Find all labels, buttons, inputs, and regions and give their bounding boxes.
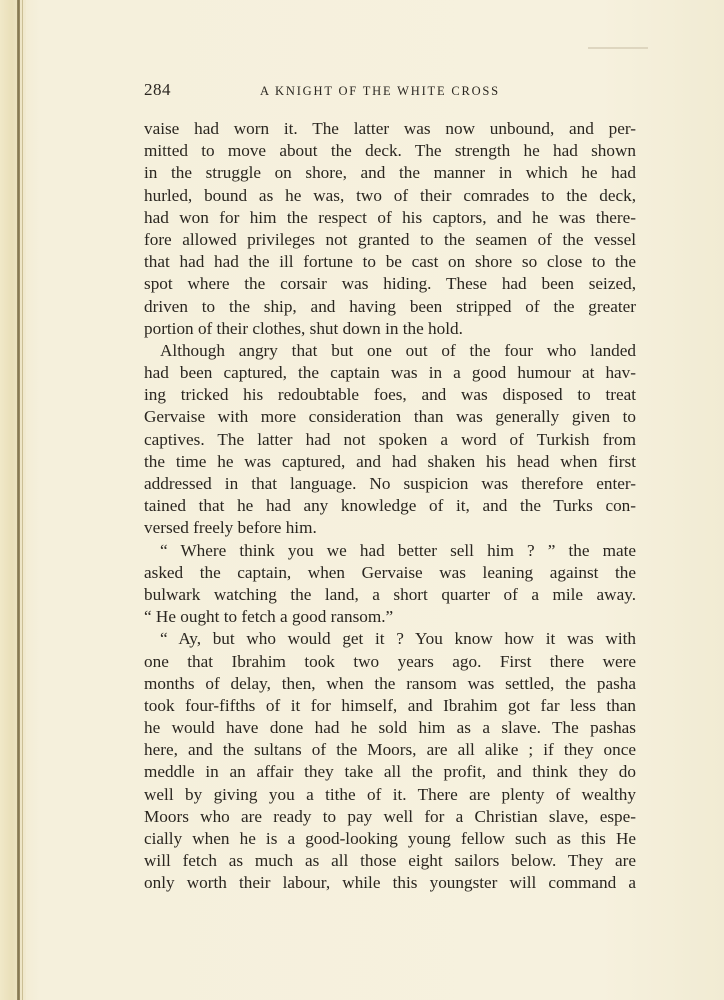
text-line: vaise had worn it. The latter was now unbound, and per- xyxy=(144,119,636,138)
text-line: months of delay, then, when the ransom was settled, the pasha xyxy=(144,673,636,693)
text-line: mitted to move about the deck. The strength he had shown xyxy=(144,141,636,161)
text-line: Moors who are ready to pay well for a Christian slave, espe- xyxy=(144,806,636,826)
text-line: fore allowed privileges not granted to the seamen of the vessel xyxy=(144,229,636,249)
text-line: meddle in an affair they take all the profit, and think they do xyxy=(144,762,636,782)
text-line: that had had the ill fortune to be cast on shore so close to the xyxy=(144,252,636,272)
text-line: ing tricked his redoubtable foes, and was disposed to treat xyxy=(144,385,636,405)
page-header xyxy=(144,80,574,102)
text-line: the time he was captured, and had shaken his head when first xyxy=(144,451,636,471)
text-line: “ Ay, but who would get it ? You know how it was with xyxy=(160,629,636,649)
text-line: one that Ibrahim took two years ago. First there were xyxy=(144,651,636,671)
text-line: had won for him the respect of his captors, and he was there- xyxy=(144,207,636,227)
text-line: addressed in that language. No suspicion was therefore enter- xyxy=(144,474,636,493)
text-line: had been captured, the captain was in a good humour at hav- xyxy=(144,363,636,383)
spine-edge-line-inner xyxy=(22,0,23,1000)
text-line: Gervaise with more consideration than was generally given to xyxy=(144,407,636,427)
page-number: 284 xyxy=(144,80,171,99)
text-line: tained that he had any knowledge of it, and the Turks con- xyxy=(144,496,636,516)
text-line: he would have done had he sold him as a slave. The pashas xyxy=(144,718,636,738)
text-line: in the struggle on shore, and the manner in which he had xyxy=(144,163,636,183)
text-line: asked the captain, when Gervaise was leaning against the xyxy=(144,562,636,582)
running-title: A KNIGHT OF THE WHITE CROSS xyxy=(260,84,500,98)
text-line: spot where the corsair was hiding. These had been seized, xyxy=(144,274,636,294)
text-line: driven to the ship, and having been stripped of the greater xyxy=(144,296,636,316)
text-line: Although angry that but one out of the four who landed xyxy=(160,340,636,360)
text-line: captives. The latter had not spoken a word of Turkish from xyxy=(144,429,636,449)
text-line: cially when he is a good-looking young fellow such as this He xyxy=(144,829,636,848)
text-line: “ He ought to fetch a good ransom.” xyxy=(144,607,394,627)
text-line: hurled, bound as he was, two of their comrades to the deck, xyxy=(144,185,636,205)
text-line: only worth their labour, while this youngster will command a xyxy=(144,873,636,893)
spine-edge-line xyxy=(17,0,20,1000)
text-line: “ Where think you we had better sell him ? ” the mate xyxy=(160,540,636,560)
body-text xyxy=(144,118,636,895)
text-line: will fetch as much as all those eight sailors below. They are xyxy=(144,851,636,871)
scan-mark xyxy=(588,47,648,49)
text-line: well by giving you a tithe of it. There are plenty of wealthy xyxy=(144,784,636,804)
text-line: here, and the sultans of the Moors, are all alike ; if they once xyxy=(144,740,636,760)
text-line: versed freely before him. xyxy=(144,518,317,538)
text-line: took four-fifths of it for himself, and Ibrahim got far less than xyxy=(144,695,636,715)
text-line: bulwark watching the land, a short quarter of a mile away. xyxy=(144,584,636,604)
text-line: portion of their clothes, shut down in the hold. xyxy=(144,318,463,338)
